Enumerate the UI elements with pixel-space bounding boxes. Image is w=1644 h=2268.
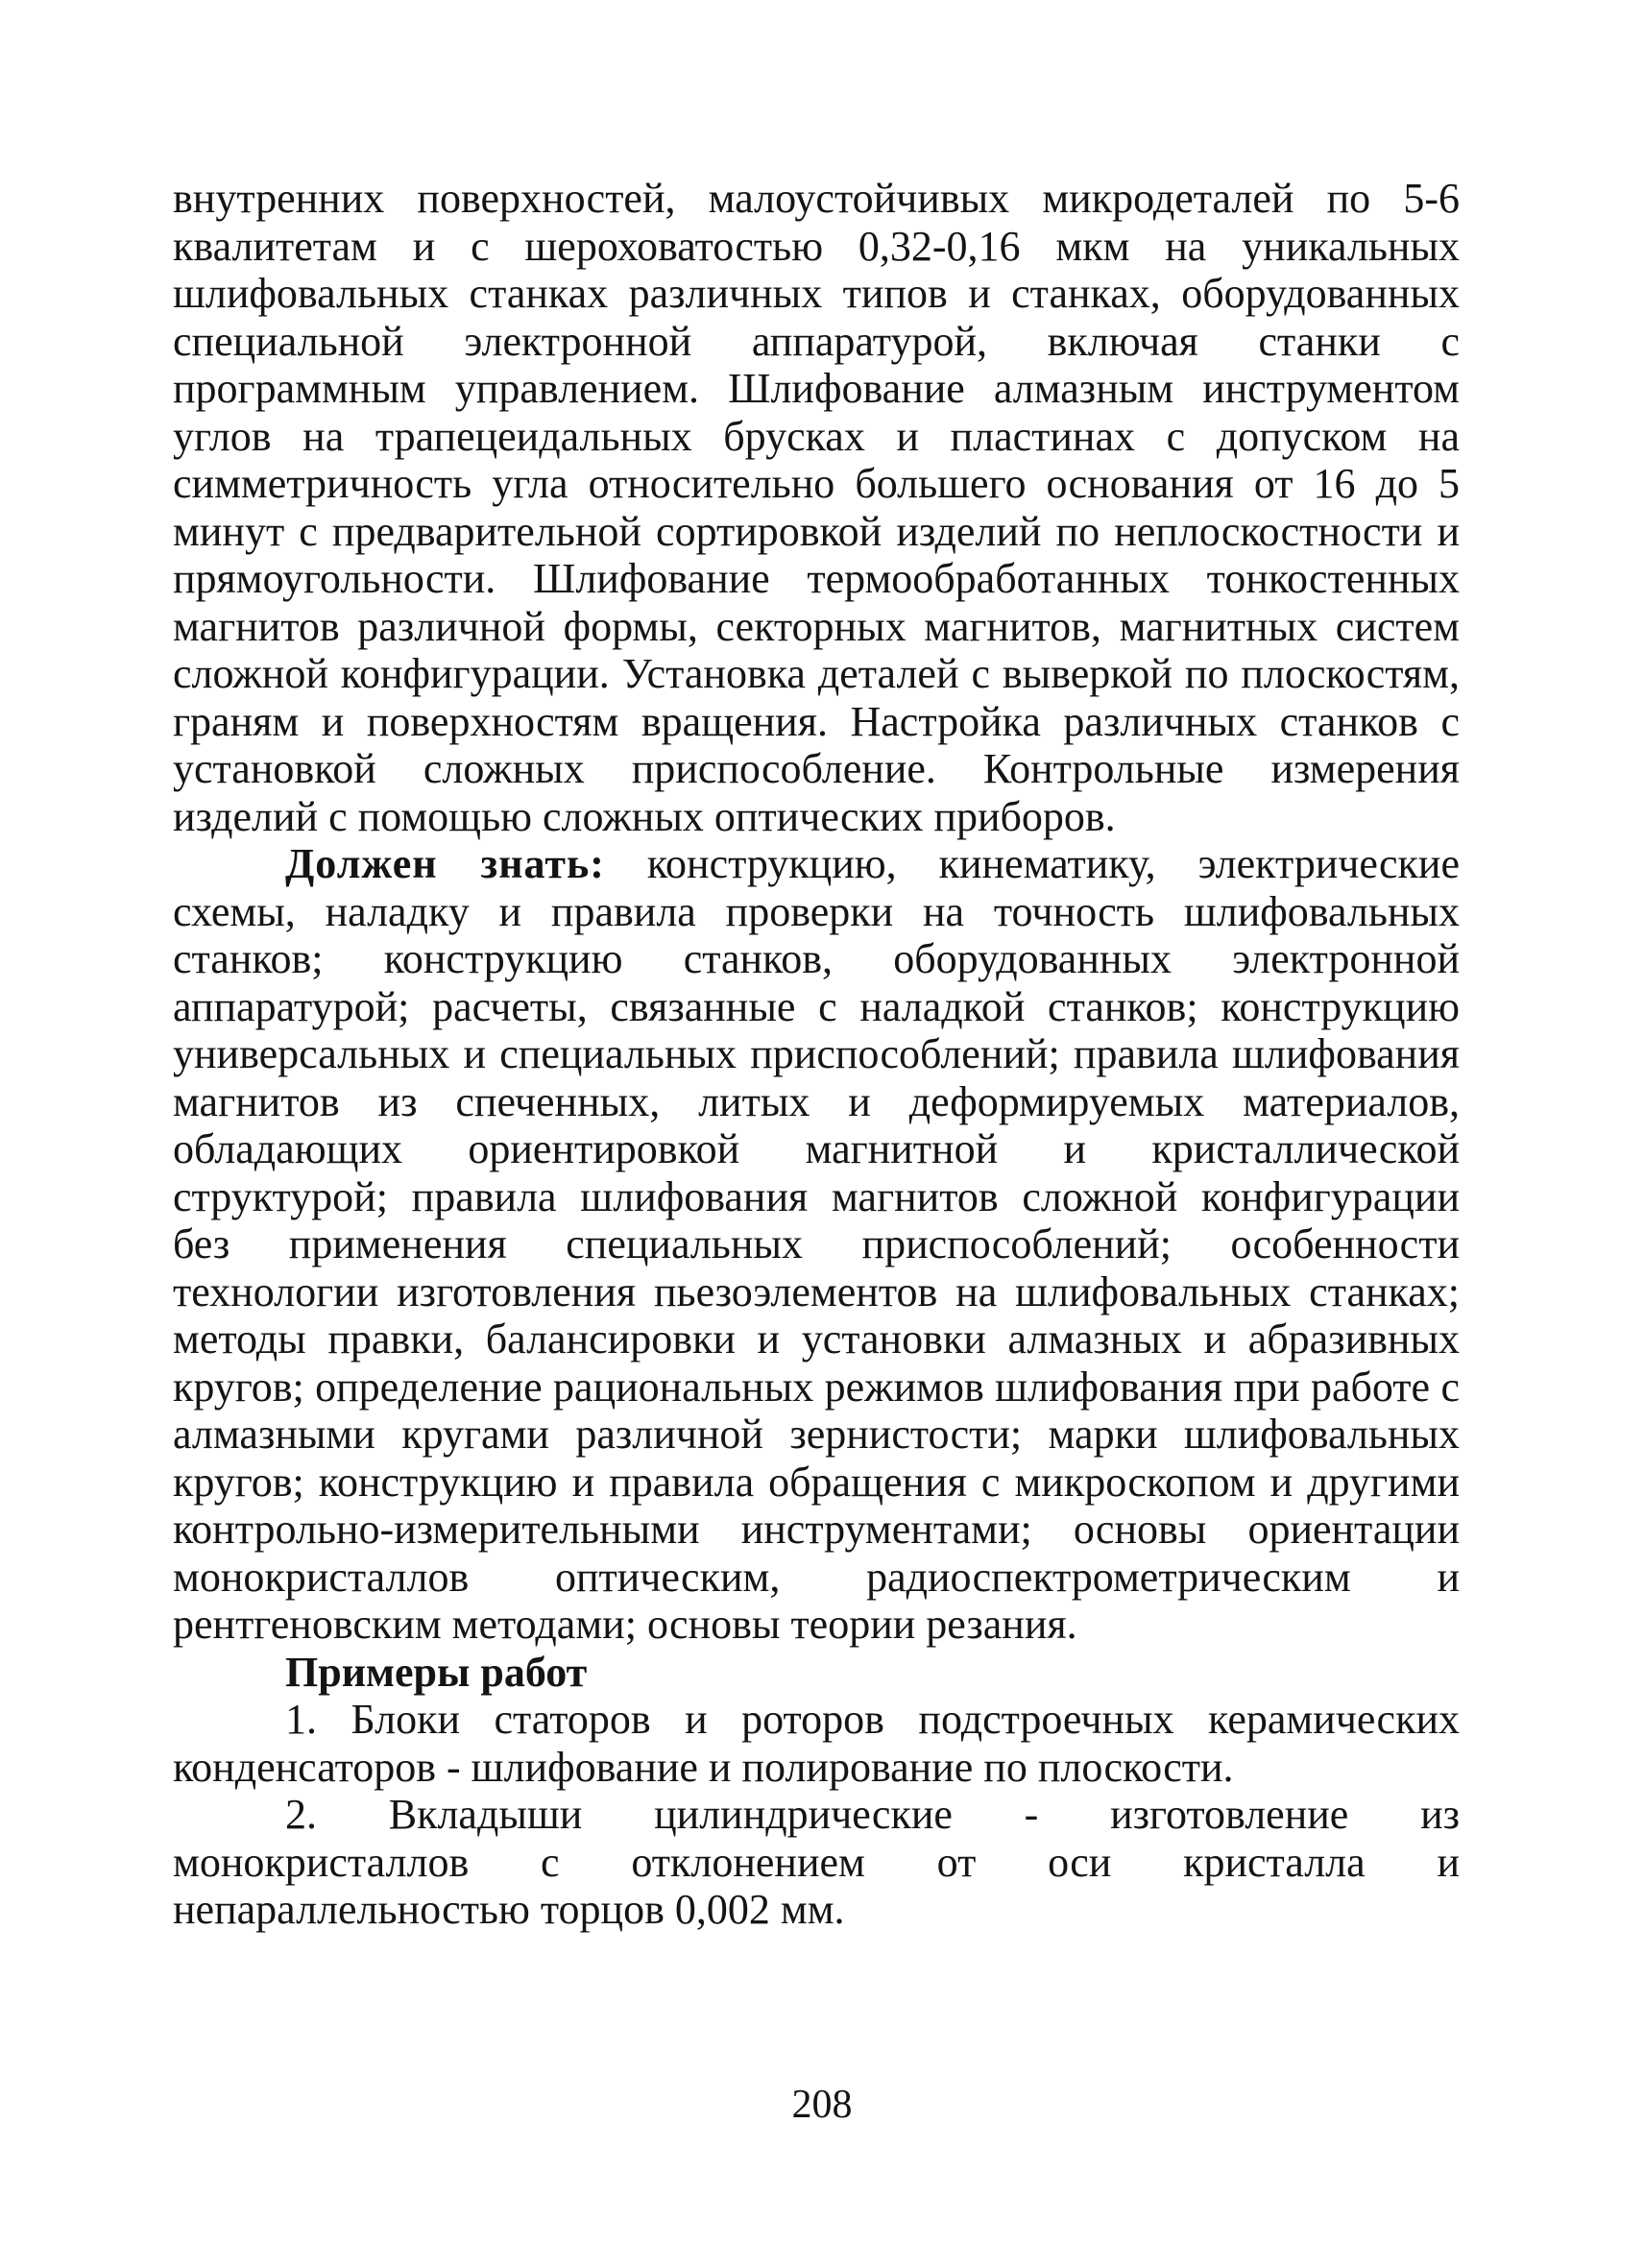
paragraph-must-know bbox=[173, 840, 1460, 1649]
paragraph-continuation: внутренних поверхностей, малоустойчивых микродеталей по 5-6 квалитетам и с шероховатостью 0,32-0,16 мкм на уникальных шлифовальных станках различных типов и станках, оборудованных специальной электронной аппаратурой, включая станки с программным управлением. Шлифование алмазным инструментом углов на трапецеидальных брусках и пластинах с допуском на симметричность угла относительно большего основания от 16 до 5 минут с предварительной сортировкой изделий по неплоскостности и прямоугольности. Шлифование термообработанных тонкостенных магнитов различной формы, секторных магнитов, магнитных систем сложной конфигурации. Установка деталей с выверкой по плоскостям, граням и поверхностям вращения. Настройка различных станков с установкой сложных приспособление. Контрольные измерения изделий с помощью сложных оптических приборов. bbox=[173, 175, 1460, 840]
examples-heading: Примеры работ bbox=[285, 1648, 588, 1696]
example-item: 1. Блоки статоров и роторов подстроечных керамических конденсаторов - шлифование и полирование по плоскости. bbox=[173, 1696, 1460, 1791]
example-item: 2. Вкладыши цилиндрические - изготовление из монокристаллов с отклонением от оси кристалла и непараллельностью торцов 0,002 мм. bbox=[173, 1791, 1460, 1933]
paragraph-must-know-text: конструкцию, кинематику, электрические схемы, наладку и правила проверки на точность шлифовальных станков; конструкцию станков, оборудованных электронной аппаратурой; расчеты, связанные с наладкой станков; конструкцию универсальных и специальных приспособлений; правила шлифования магнитов из спеченных, литых и деформируемых материалов, обладающих ориентировкой магнитной и кристаллической структурой; правила шлифования магнитов сложной конфигурации без применения специальных приспособлений; особенности технологии изготовления пьезоэлементов на шлифовальных станках; методы правки, балансировки и установки алмазных и абразивных кругов; определение рациональных режимов шлифования при работе с алмазными кругами различной зернистости; марки шлифовальных кругов; конструкцию и правила обращения с микроскопом и другими контрольно-измерительными инструментами; основы ориентации монокристаллов оптическим, радиоспектрометрическим и рентгеновским методами; основы теории резания. bbox=[173, 840, 1460, 1648]
page-number: 208 bbox=[791, 2083, 853, 2127]
page-body bbox=[173, 175, 1460, 1934]
paragraph-lead: Должен знать: bbox=[285, 840, 605, 887]
